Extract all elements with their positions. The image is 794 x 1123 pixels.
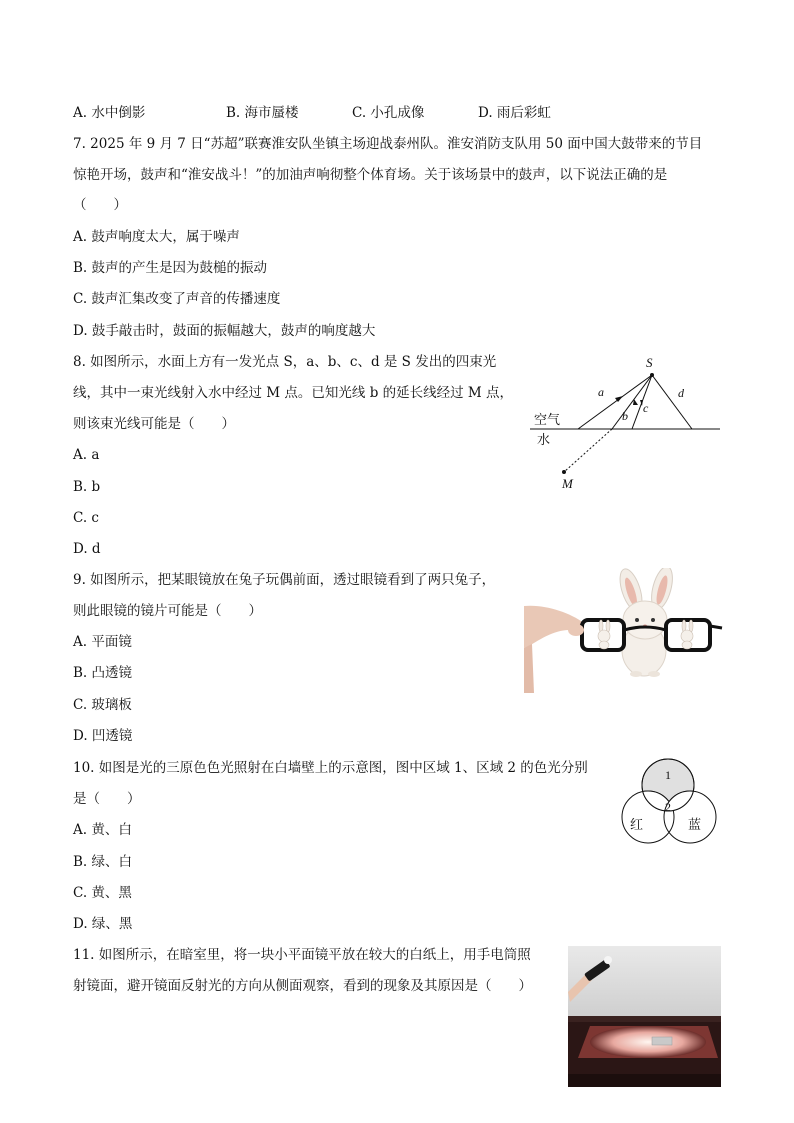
q9-option-b: B. 凸透镜 [73, 665, 133, 681]
q10-option-d: D. 绿、黑 [73, 916, 133, 932]
label-region-2: 2 [665, 800, 671, 814]
rabbit-head [623, 601, 667, 639]
q9-option-d: D. 凹透镜 [73, 728, 133, 744]
q10-option-a: A. 黄、白 [73, 822, 132, 838]
q9-option-a: A. 平面镜 [73, 634, 132, 650]
q8-option-d: D. d [73, 541, 101, 557]
label-b: b [622, 409, 628, 423]
point-m-dot [562, 470, 566, 474]
q10-stem-line-1: 10. 如图是光的三原色色光照射在白墙壁上的示意图，图中区域 1、区域 2 的色光分别 [73, 760, 588, 776]
q8-option-a: A. a [73, 447, 100, 463]
label-blue: 蓝 [688, 818, 702, 833]
q6-option-c: C. 小孔成像 [352, 105, 425, 121]
q7-option-d: D. 鼓手敲击时，鼓面的振幅越大，鼓声的响度越大 [73, 323, 376, 339]
label-m: M [562, 476, 573, 491]
q9-option-c: C. 玻璃板 [73, 697, 132, 713]
q7-stem-line-2: 惊艳开场，鼓声和“淮安战斗！”的加油声响彻整个体育场。关于该场景中的鼓声，以下说法正确的是 [73, 167, 668, 183]
q6-option-b: B. 海市蜃楼 [226, 105, 299, 121]
q7-option-b: B. 鼓声的产生是因为鼓槌的振动 [73, 260, 268, 276]
label-c: c [643, 401, 649, 415]
q7-stem-line-1: 7. 2025 年 9 月 7 日“苏超”联赛淮安队坐镇主场迎战泰州队。淮安消防支队用 50 面中国大鼓带来的节目 [73, 136, 703, 152]
q8-option-b: B. b [73, 479, 101, 495]
label-region-1: 1 [665, 768, 671, 782]
ray-b-extension [564, 429, 612, 472]
q10-primary-colors-figure [612, 757, 724, 849]
label-water: 水 [537, 433, 551, 448]
label-red: 红 [630, 818, 644, 833]
ray-d [652, 375, 692, 429]
q6-option-a: A. 水中倒影 [73, 105, 146, 121]
q9-stem-line-2: 则此眼镜的镜片可能是（ ） [73, 603, 262, 619]
q11-stem-line-1: 11. 如图所示，在暗室里，将一块小平面镜平放在较大的白纸上，用手电筒照 [73, 947, 531, 963]
label-a: a [598, 385, 604, 399]
q7-option-a: A. 鼓声响度太大，属于噪声 [73, 229, 240, 245]
q8-light-ray-figure [520, 352, 730, 497]
q7-option-c: C. 鼓声汇集改变了声音的传播速度 [73, 291, 281, 307]
q11-flashlight-mirror-photo [568, 946, 721, 1087]
q10-stem-line-2: 是（ ） [73, 791, 141, 807]
point-s-dot [650, 373, 654, 377]
small-mirror [652, 1037, 672, 1045]
q8-stem-line-1: 8. 如图所示，水面上方有一发光点 S，a、b、c、d 是 S 发出的四束光 [73, 354, 497, 370]
q9-rabbit-glasses-photo [524, 568, 724, 693]
q6-option-d: D. 雨后彩虹 [478, 105, 551, 121]
q9-stem-line-1: 9. 如图所示，把某眼镜放在兔子玩偶前面，透过眼镜看到了两只兔子， [73, 572, 496, 588]
q11-stem-line-2: 射镜面，避开镜面反射光的方向从侧面观察，看到的现象及其原因是（ ） [73, 978, 532, 994]
q8-stem-line-3: 则该束光线可能是（ ） [73, 416, 235, 432]
q7-stem-line-3: （ ） [73, 197, 127, 213]
q8-stem-line-2: 线，其中一束光线射入水中经过 M 点。已知光线 b 的延长线经过 M 点， [73, 385, 514, 401]
q8-option-c: C. c [73, 510, 99, 526]
q10-option-b: B. 绿、白 [73, 854, 133, 870]
q10-option-c: C. 黄、黑 [73, 885, 132, 901]
label-d: d [678, 386, 684, 400]
label-s: S [646, 355, 653, 370]
label-air: 空气 [534, 413, 561, 428]
